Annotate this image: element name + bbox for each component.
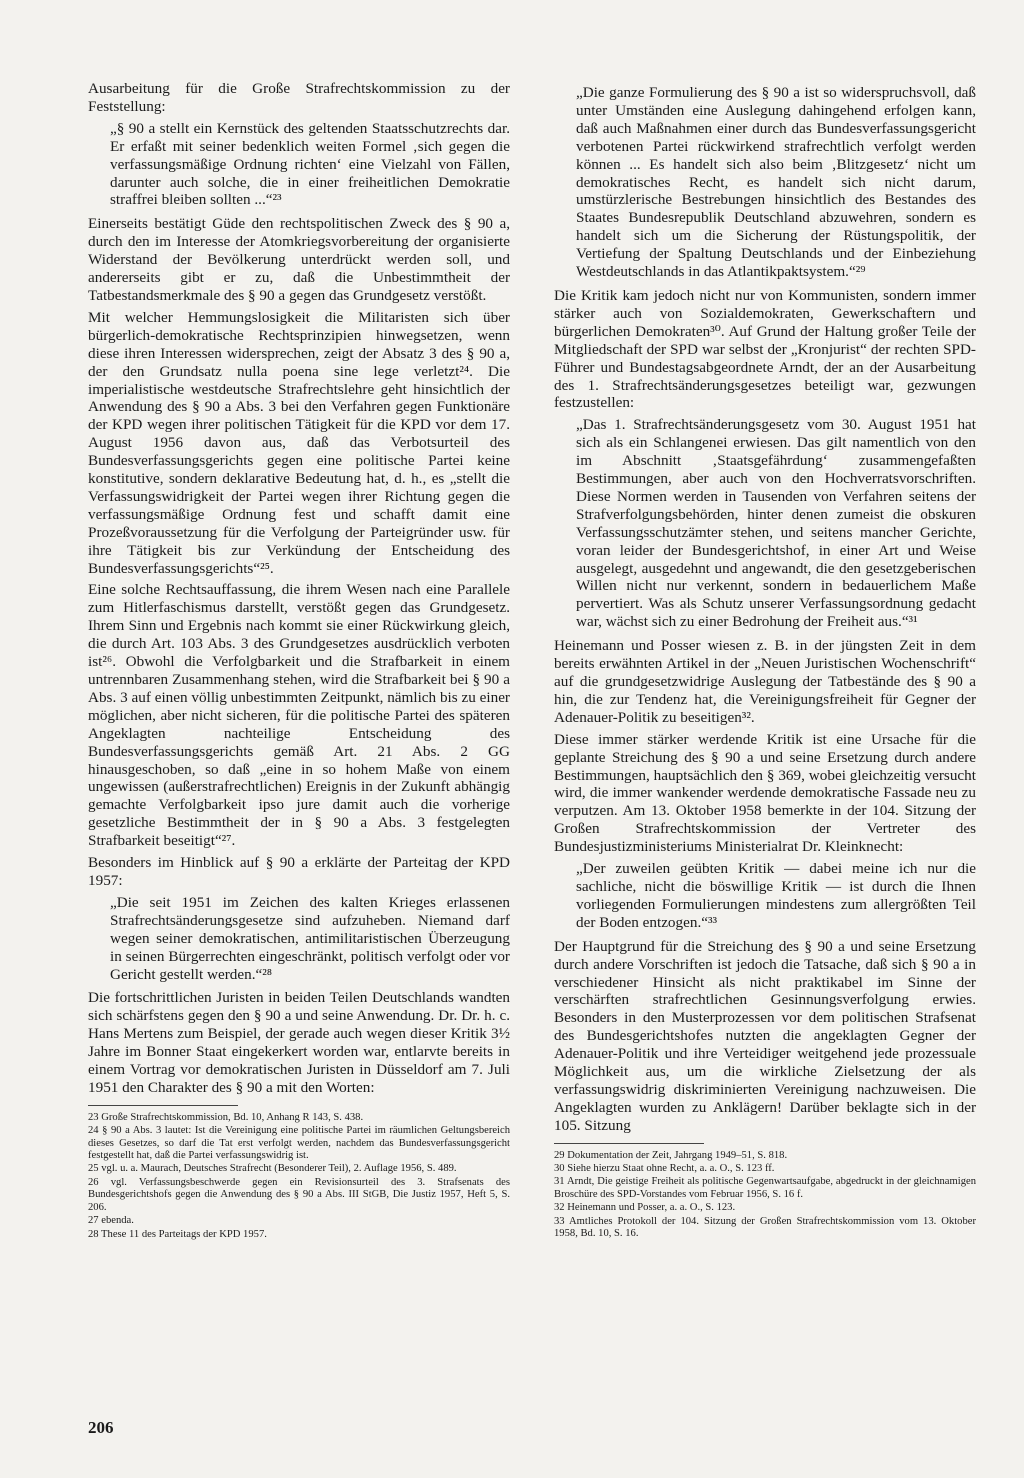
footnote: 33 Amtliches Protokoll der 104. Sitzung der Großen Strafrechtskommission vom 13. Oktober 1958, Bd. 10, S. 16.: [554, 1215, 976, 1240]
body-paragraph: Besonders im Hinblick auf § 90 a erklärte der Parteitag der KPD 1957:: [88, 854, 510, 889]
body-paragraph: Ausarbeitung für die Große Strafrechtskommission zu der Feststellung:: [88, 80, 510, 115]
body-paragraph: Einerseits bestätigt Güde den rechtspolitischen Zweck des § 90 a, durch den im Interesse der Atomkriegsvorbereitung der organisierte Widerstand der Bevölkerung unterdrückt werden soll, und andererseits gibt er zu, daß die Unbestimmtheit der Tatbestandsmerkmale des § 90 a gegen das Grundgesetz verstößt.: [88, 215, 510, 304]
footnote: 25 vgl. u. a. Maurach, Deutsches Strafrecht (Besonderer Teil), 2. Auflage 1956, S. 489.: [88, 1163, 457, 1175]
footnote: 27 ebenda.: [88, 1215, 134, 1227]
body-paragraph: Diese immer stärker werdende Kritik ist eine Ursache für die geplante Streichung des § 90 a und seine Ersetzung durch andere Bestimmungen, hauptsächlich den § 369, wobei gleichzeitig versucht wird, die immer wankender werdende demokratische Fassade neu zu verputzen. Am 13. Oktober 1958 bemerkte in der 104. Sitzung der Großen Strafrechtskommission der Vertreter des Bundesjustizministeriums Ministerialrat Dr. Kleinknecht:: [554, 730, 976, 856]
footnote: 31 Arndt, Die geistige Freiheit als politische Gegenwartsaufgabe, abgedruckt in der gleichnamigen Broschüre des SPD-Vorstandes vom Februar 1956, S. 16 f.: [554, 1176, 976, 1200]
body-paragraph: Die fortschrittlichen Juristen in beiden Teilen Deutschlands wandten sich schärfstens gegen den § 90 a und seine Anwendung. Dr. Dr. h. c. Hans Mertens zum Beispiel, der gerade auch wegen dieser Kritik 3½ Jahre im Bonner Staat eingekerkert worden war, entlarvte bereits in einem Vortrag vor demokratischen Juristen in Düsseldorf am 7. Juli 1951 den Charakter des § 90 a mit den Worten:: [88, 989, 510, 1096]
block-quote: „§ 90 a stellt ein Kernstück des geltenden Staatsschutzrechts dar. Er erfaßt mit seiner bedenklich weiten Formel ‚sich gegen die verfassungsmäßige Ordnung richten‘ eine Vielzahl von Fällen, darunter auch solche, die in einer freiheitlichen Demokratie straffrei bleiben sollten ...“²³: [110, 119, 510, 209]
body-paragraph: Heinemann und Posser wiesen z. B. in der jüngsten Zeit in dem bereits erwähnten Artikel in der „Neuen Juristischen Wochenschrift“ auf die grundgesetzwidrige Auslegung der Tatbestände des § 90 a hin, die zur Tendenz hat, die Vereinigungsfreiheit für Gegner der Adenauer-Politik zu beseitigen³².: [554, 637, 976, 726]
footnote: 26 vgl. Verfassungsbeschwerde gegen ein Revisionsurteil des 3. Strafsenats des Bundesgerichtshofs gegen die Anwendung des § 90 a Abs. III StGB, Die Justiz 1957, Heft 5, S. 206.: [88, 1176, 510, 1213]
right-column-body: [554, 84, 976, 1135]
footnote: 24 § 90 a Abs. 3 lautet: Ist die Vereinigung eine politische Partei im räumlichen Geltungsbereich dieses Gesetzes, so darf die Tat erst verfolgt werden, nachdem das Bundesverfassungsgericht festgestellt hat, daß die Partei verfassungswidrig ist.: [88, 1125, 510, 1162]
body-paragraph: Die Kritik kam jedoch nicht nur von Kommunisten, sondern immer stärker auch von Sozialdemokraten, Gewerkschaftern und bürgerlichen Demokraten³⁰. Auf Grund der Haltung großer Teile der Mitgliedschaft der SPD war selbst der „Kronjurist“ der rechten SPD-Führer und Bundestagsabgeordnete Arndt, der an der Ausarbeitung des 1. Strafrechtsänderungsgesetzes beteiligt war, gezwungen festzustellen:: [554, 286, 976, 412]
footnote: 28 These 11 des Parteitags der KPD 1957.: [88, 1228, 267, 1240]
footnote: 23 Große Strafrechtskommission, Bd. 10, Anhang R 143, S. 438.: [88, 1111, 364, 1123]
body-paragraph: Mit welcher Hemmungslosigkeit die Militaristen sich über bürgerlich-demokratische Rechtsprinzipien hinwegsetzen, wenn diese ihren Interessen widersprechen, zeigt der Absatz 3 des § 90 a, der den Grundsatz nulla poena sine lege verletzt²⁴. Die imperialistische westdeutsche Strafrechtslehre geht hinsichtlich der Anwendung des § 90 a Abs. 3 bei den Verfahren gegen Funktionäre der KPD wegen ihrer politischen Tätigkeit für die KPD vor dem 17. August 1956 davon aus, daß das Verbotsurteil des Bundesverfassungsgerichts gegen eine politische Partei keine konstitutive, sondern deklarative Bedeutung hat, d. h., es „stellt die Verfassungswidrigkeit der Partei wegen ihrer Richtung gegen die verfassungsmäßige Ordnung fest und schafft damit eine Prozeßvoraussetzung für die Verfolgung der Parteigründer usw. für ihre Tätigkeit bis zur Verkündung der Entscheidung des Bundesverfassungsgerichts“²⁵.: [88, 308, 510, 577]
footnote: 29 Dokumentation der Zeit, Jahrgang 1949–51, S. 818.: [554, 1149, 788, 1161]
footnote-rule: [88, 1105, 238, 1106]
page-number: 206: [88, 1418, 114, 1437]
block-quote: „Die seit 1951 im Zeichen des kalten Krieges erlassenen Strafrechtsänderungsgesetze sind aufzuheben. Niemand darf wegen seiner demokratischen, antimilitaristischen Überzeugung in seinen Bürgerrechten eingeschränkt, politisch verfolgt oder vor Gericht gestellt werden.“²⁸: [110, 893, 510, 983]
right-column: [554, 80, 976, 1242]
left-column: [88, 80, 510, 1242]
footnote: 30 Siehe hierzu Staat ohne Recht, a. a. O., S. 123 ff.: [554, 1163, 775, 1175]
body-paragraph: Eine solche Rechtsauffassung, die ihrem Wesen nach eine Parallele zum Hitlerfaschismus darstellt, verstößt gegen das Grundgesetz. Ihrem Sinn und Ergebnis nach kommt sie einer Rückwirkung gleich, die durch Art. 103 Abs. 3 des Grundgesetzes ausdrücklich verboten ist²⁶. Obwohl die Verfolgbarkeit und die Strafbarkeit in einem untrennbaren Zusammenhang stehen, wird die Strafbarkeit bei § 90 a Abs. 3 auf einen völlig unbestimmten Zeitpunkt, nämlich bis zu einer möglichen, aber nicht sicheren, für die politische Partei des späteren Angeklagten nachteilige Entscheidung des Bundesverfassungsgerichts gemäß Art. 21 Abs. 2 GG hinausgeschoben, so daß „eine in so hohem Maße von einem ungewissen (außerstrafrechtlichen) Ereignis in der Zukunft abhängig gemachte Verfolgbarkeit ipso jure damit auch die vorherige gesetzliche Bestimmtheit der in § 90 a Abs. 3 festgelegten Strafbarkeit beseitigt“²⁷.: [88, 581, 510, 850]
footnote-rule: [554, 1143, 704, 1144]
left-column-body: [88, 80, 510, 1097]
right-footnotes: [554, 1150, 976, 1241]
block-quote: „Der zuweilen geübten Kritik — dabei meine ich nur die sachliche, nicht die böswillige Kritik — ist durch die Ihnen vorliegenden Formulierungen mindestens zum allergrößten Teil der Boden entzogen.“³³: [576, 860, 976, 931]
footnote: 32 Heinemann und Posser, a. a. O., S. 123.: [554, 1202, 736, 1214]
block-quote: „Die ganze Formulierung des § 90 a ist so widerspruchsvoll, daß unter Umständen eine Auslegung dahingehend erfolgen kann, daß auch Maßnahmen einer durch das Bundesverfassungsgericht verbotenen Partei rückwirkend strafrechtlich verfolgt werden können ... Es handelt sich also beim ‚Blitzgesetz‘ nicht um demokratisches Recht, es handelt sich nicht darum, umstürzlerische Bestrebungen hinsichtlich des Bestandes des Staates Bundesrepublik Deutschland abzuwehren, sondern es handelt sich um die Sicherung der Rüstungspolitik, der Vertiefung der Spaltung Deutschlands und der Einbeziehung Westdeutschlands in das Atlantikpaktsystem.“²⁹: [576, 84, 976, 281]
left-footnotes: [88, 1112, 510, 1241]
block-quote: „Das 1. Strafrechtsänderungsgesetz vom 30. August 1951 hat sich als ein Schlangenei erwiesen. Das gilt namentlich von den im Abschnitt ‚Staatsgefährdung‘ zusammengefaßten Bestimmungen, aber auch von den Hochverratsvorschriften. Diese Normen werden in Tausenden von Verfahren seitens der Strafverfolgungsbehörden, hinter denen zumeist die obskuren Verfassungsschutzämter stehen, und seitens mancher Gerichte, voran leider der Bundesgerichtshof, in einer Art und Weise ausgelegt, ausgedehnt und angewandt, die den gesetzgeberischen Willen nicht nur verkennt, sondern in bedauerlichem Maße pervertiert. Was als Schutz unserer Verfassungsordnung gedacht war, wächst sich zu einer Bedrohung der Freiheit aus.“³¹: [576, 416, 976, 631]
body-paragraph: Der Hauptgrund für die Streichung des § 90 a und seine Ersetzung durch andere Vorschriften ist jedoch die Tatsache, daß sich § 90 a in verschiedener Hinsicht als nicht praktikabel im Sinne der verschärften strafrechtlichen Gesinnungsverfolgung erwies. Besonders in den Musterprozessen vor dem politischen Strafsenat des Bundesgerichtshofes nutzten die angeklagten Gegner der Adenauer-Politik und ihre Verteidiger weitgehend jede prozessuale Möglichkeit aus, um die wirkliche Zielsetzung der als verfassungswidrig diskriminierten Vereinigung nachzuweisen. Die Angeklagten wurden zu Anklägern! Darüber beklagte sich in der 105. Sitzung: [554, 937, 976, 1134]
